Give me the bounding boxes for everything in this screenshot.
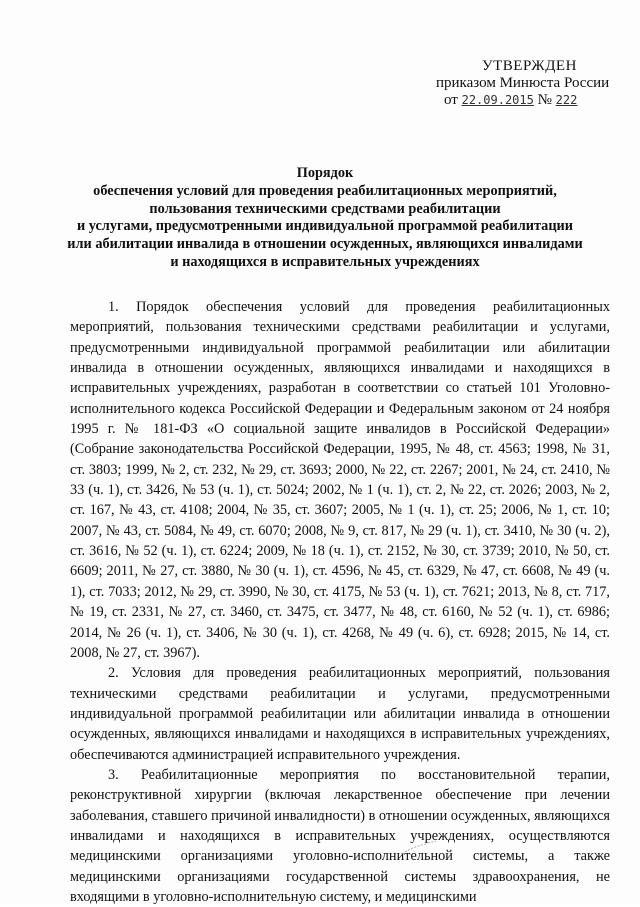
approval-date-line (430, 92, 630, 109)
approval-stamp (430, 58, 630, 109)
number-prefix: № (537, 92, 552, 108)
paragraph-1: 1. Порядок обеспечения условий для проведения реабилитационных мероприятий, пользования техническими средствами реабилитации и услугами, предусмотренными индивидуальной программой реабилитации или абилитации инвалида в отношении осужденных, являющихся инвалидами и находящихся в исправительных учреждениях, разработан в соответствии со статьей 101 Уголовно-исполнительного кодекса Российской Федерации и Федеральным законом от 24 ноября 1995 г. № 181-ФЗ «О социальной защите инвалидов в Российской Федерации» (Собрание законодательства Российской Федерации, 1995, № 48, ст. 4563; 1998, № 31, ст. 3803; 1999, № 2, ст. 232, № 29, ст. 3693; 2000, № 22, ст. 2267; 2001, № 24, ст. 2410, № 33 (ч. 1), ст. 3426, № 53 (ч. 1), ст. 5024; 2002, № 1 (ч. 1), ст. 2, № 22, ст. 2026; 2003, № 2, ст. 167, № 43, ст. 4108; 2004, № 35, ст. 3607; 2005, № 1 (ч. 1), ст. 25; 2006, № 1, ст. 10; 2007, № 43, ст. 5084, № 49, ст. 6070; 2008, № 9, ст. 817, № 29 (ч. 1), ст. 3410, № 30 (ч. 2), ст. 3616, № 52 (ч. 1), ст. 6224; 2009, № 18 (ч. 1), ст. 2152, № 30, ст. 3739; 2010, № 50, ст. 6609; 2011, № 27, ст. 3880, № 30 (ч. 1), ст. 4596, № 45, ст. 6329, № 47, ст. 6608, № 49 (ч. 1), ст. 7033; 2012, № 29, ст. 3990, № 30, ст. 4175, № 53 (ч. 1), ст. 7621; 2013, № 8, ст. 717, № 19, ст. 2331, № 27, ст. 3460, ст. 3475, ст. 3477, № 48, ст. 6160, № 52 (ч. 1), ст. 6986; 2014, № 26 (ч. 1), ст. 3406, № 30 (ч. 1), ст. 4268, № 49 (ч. 6), ст. 6928; 2015, № 14, ст. 2008, № 27, ст. 3967). (70, 299, 610, 661)
approval-number: 222 (555, 93, 578, 107)
paragraph-2: 2. Условия для проведения реабилитационных мероприятий, пользования техническими средствами реабилитации и услугами, предусмотренными индивидуальной программой реабилитации или абилитации инвалида в отношении осужденных, являющихся инвалидами и находящихся в исправительных учреждениях, обеспечиваются администрацией исправительного учреждения. (70, 665, 610, 763)
date-prefix: от (444, 92, 458, 108)
approval-label: УТВЕРЖДЕН (482, 58, 577, 74)
title-line: обеспечения условий для проведения реабилитационных мероприятий, (93, 182, 557, 199)
paragraph-3: 3. Реабилитационные мероприятия по восстановительной терапии, реконструктивной хирургии (включая лекарственное обеспечение при лечении заболевания, ставшего причиной инвалидности) в отношении осужденных, являющихся инвалидами и находящихся в исправительных учреждениях, осуществляются медицинскими организациями уголовно-исполнительной системы, а также медицинскими организациями государственной системы здравоохранения, не входящими в уголовно-исполнительную систему, и медицинскими (70, 766, 610, 905)
document-title (60, 165, 590, 272)
title-line: и услугами, предусмотренными индивидуальной программой реабилитации (76, 218, 574, 235)
approval-order-line: приказом Минюста России (436, 75, 610, 91)
title-heading: Порядок (296, 165, 354, 181)
title-line: пользования техническими средствами реабилитации (149, 200, 501, 217)
signature-mark (400, 838, 440, 858)
approval-date: 22.09.2015 (461, 93, 534, 107)
title-line: и находящихся в исправительных учреждениях (170, 253, 480, 270)
document-body (70, 297, 610, 907)
title-line: или абилитации инвалида в отношении осужденных, являющихся инвалидами (67, 236, 583, 253)
